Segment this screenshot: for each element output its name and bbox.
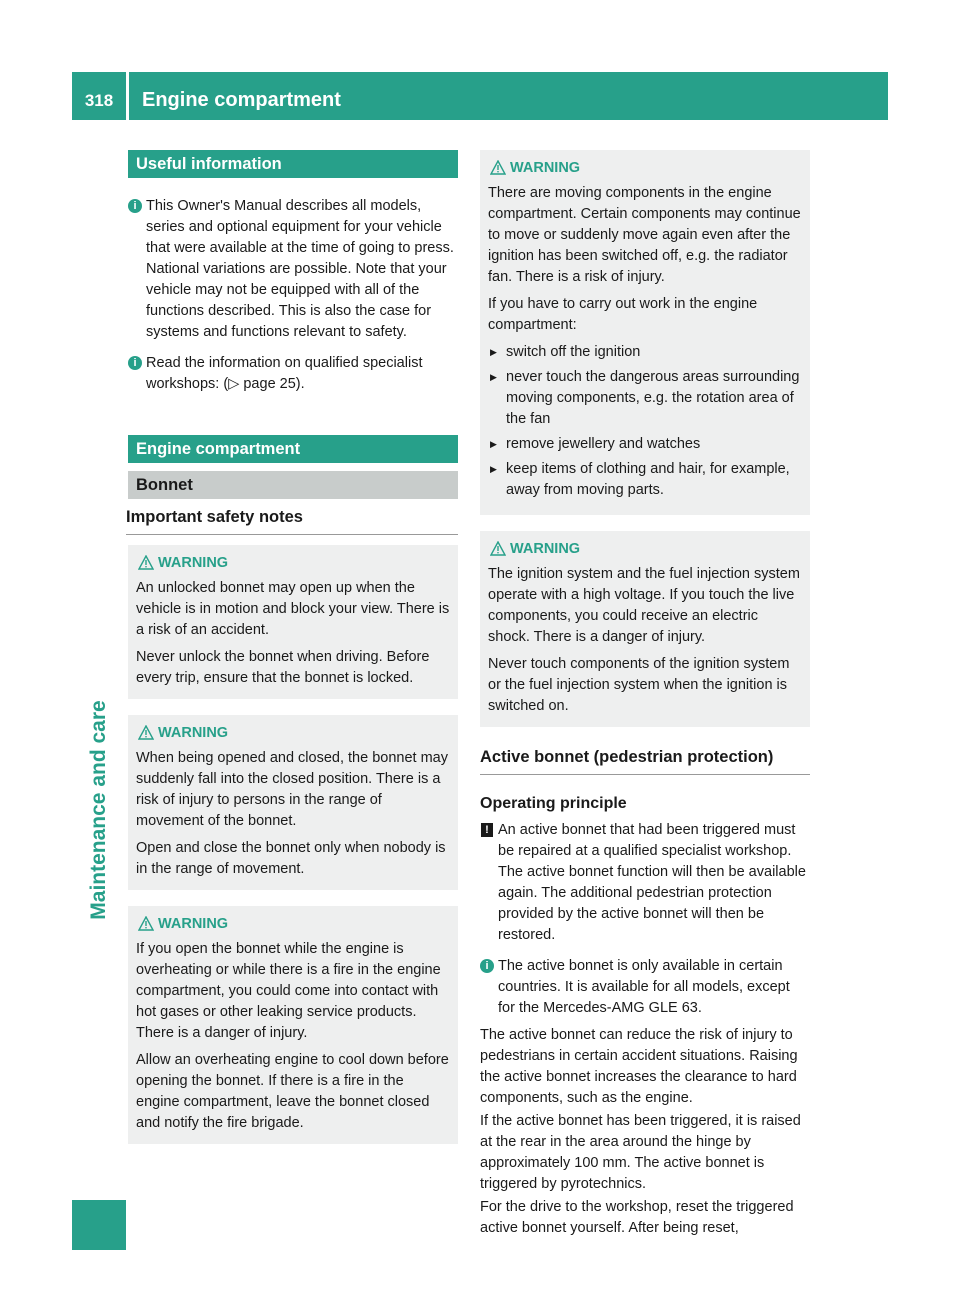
warning-box: WARNING If you open the bonnet while the engine is overheating or while there is a fire in the engine compartment, you could come into contact with hot gases or other leaking service products. There is a danger of injury. Allow an overheating engine to cool down before opening the bonnet. If there is a fire in the engine compartment, leave the bonnet closed and notify the fire brigade. <box>128 906 458 1144</box>
active-bonnet-heading: Active bonnet (pedestrian protection) <box>480 747 810 775</box>
right-column <box>480 150 810 1241</box>
list-item: ▶ remove jewellery and watches <box>488 434 802 455</box>
engine-compartment-heading: Engine compartment <box>128 435 458 463</box>
warning-heading: WARNING <box>488 158 802 179</box>
safety-list <box>488 342 802 501</box>
warning-triangle-icon <box>490 160 506 175</box>
header-divider <box>126 72 129 120</box>
page-header <box>72 72 888 120</box>
warning-box: WARNING When being opened and closed, the bonnet may suddenly fall into the closed position. There is a risk of injury to persons in the range of movement of the bonnet. Open and close the bonnet only when nobody is in the range of movement. <box>128 715 458 890</box>
warning-heading: WARNING <box>488 539 802 560</box>
operating-principle-heading: Operating principle <box>480 795 627 812</box>
warning-box: WARNING An unlocked bonnet may open up when the vehicle is in motion and block your view. There is a risk of an accident. Never unlock the bonnet when driving. Before every trip, ensure that the bonnet is locked. <box>128 545 458 699</box>
body-paragraph: The active bonnet can reduce the risk of injury to pedestrians in certain accident situations. Raising the active bonnet increases the clearance to hard components, such as the engine. <box>480 1027 798 1106</box>
warning-triangle-icon <box>138 916 154 931</box>
warning-heading: WARNING <box>136 723 450 744</box>
useful-info-heading: Useful information <box>128 150 458 178</box>
sidebar-tab-marker <box>72 1200 126 1250</box>
exclamation-icon: ! <box>481 823 493 837</box>
list-item: ▶ keep items of clothing and hair, for example, away from moving parts. <box>488 459 802 501</box>
safety-notes-heading: Important safety notes <box>126 507 458 535</box>
info-icon: i <box>128 356 142 370</box>
list-item: ▶ switch off the ignition <box>488 342 802 363</box>
warning-heading: WARNING <box>136 914 450 935</box>
warning-triangle-icon <box>490 541 506 556</box>
info-icon: i <box>128 199 142 213</box>
info-note: i The active bonnet is only available in certain countries. It is available for all models, except for the Mercedes-AMG GLE 63. <box>480 956 810 1019</box>
warning-heading: WARNING <box>136 553 450 574</box>
sidebar-section-label: Maintenance and care <box>87 700 110 920</box>
body-paragraph: If the active bonnet has been triggered, it is raised at the rear in the area around the hinge by approximately 100 mm. The active bonnet is triggered by pyrotechnics. <box>480 1113 801 1192</box>
warning-box: WARNING There are moving components in the engine compartment. Certain components may continue to move or suddenly move again even after the ignition has been switched off, e.g. the radiator fan. There is a risk of injury. If you have to carry out work in the engine compartment: ▶ switch off the ignition ▶ never touch the dangerous areas surrounding moving components, e.g. the rotation area of the fan ▶ remove jewellery and watches ▶ keep items of clothing and hair, for example, away from moving parts. <box>480 150 810 515</box>
body-paragraph: For the drive to the workshop, reset the triggered active bonnet yourself. After being reset, <box>480 1199 794 1236</box>
warning-triangle-icon <box>138 555 154 570</box>
info-icon: i <box>480 959 494 973</box>
bonnet-heading: Bonnet <box>128 471 458 499</box>
info-note: i Read the information on qualified specialist workshops: (▷ page 25). <box>128 353 458 395</box>
caution-note: ! An active bonnet that had been triggered must be repaired at a qualified specialist workshop. The active bonnet function will then be available again. The additional pedestrian protection provided by the active bonnet will then be restored. <box>480 820 810 946</box>
warning-box: WARNING The ignition system and the fuel injection system operate with a high voltage. If you touch the live components, you could receive an electric shock. There is a danger of injury. Never touch components of the ignition system or the fuel injection system when the ignition is switched on. <box>480 531 810 727</box>
list-item: ▶ never touch the dangerous areas surrounding moving components, e.g. the rotation area of the fan <box>488 367 802 430</box>
header-title: Engine compartment <box>142 89 341 111</box>
warning-triangle-icon <box>138 725 154 740</box>
info-note: i This Owner's Manual describes all models, series and optional equipment for your vehicle that were available at the time of going to press. National variations are possible. Note that your vehicle may not be equipped with all of the functions described. This is also the case for systems and functions relevant to safety. <box>128 196 458 343</box>
left-column <box>128 150 458 1144</box>
page-number: 318 <box>84 91 114 110</box>
